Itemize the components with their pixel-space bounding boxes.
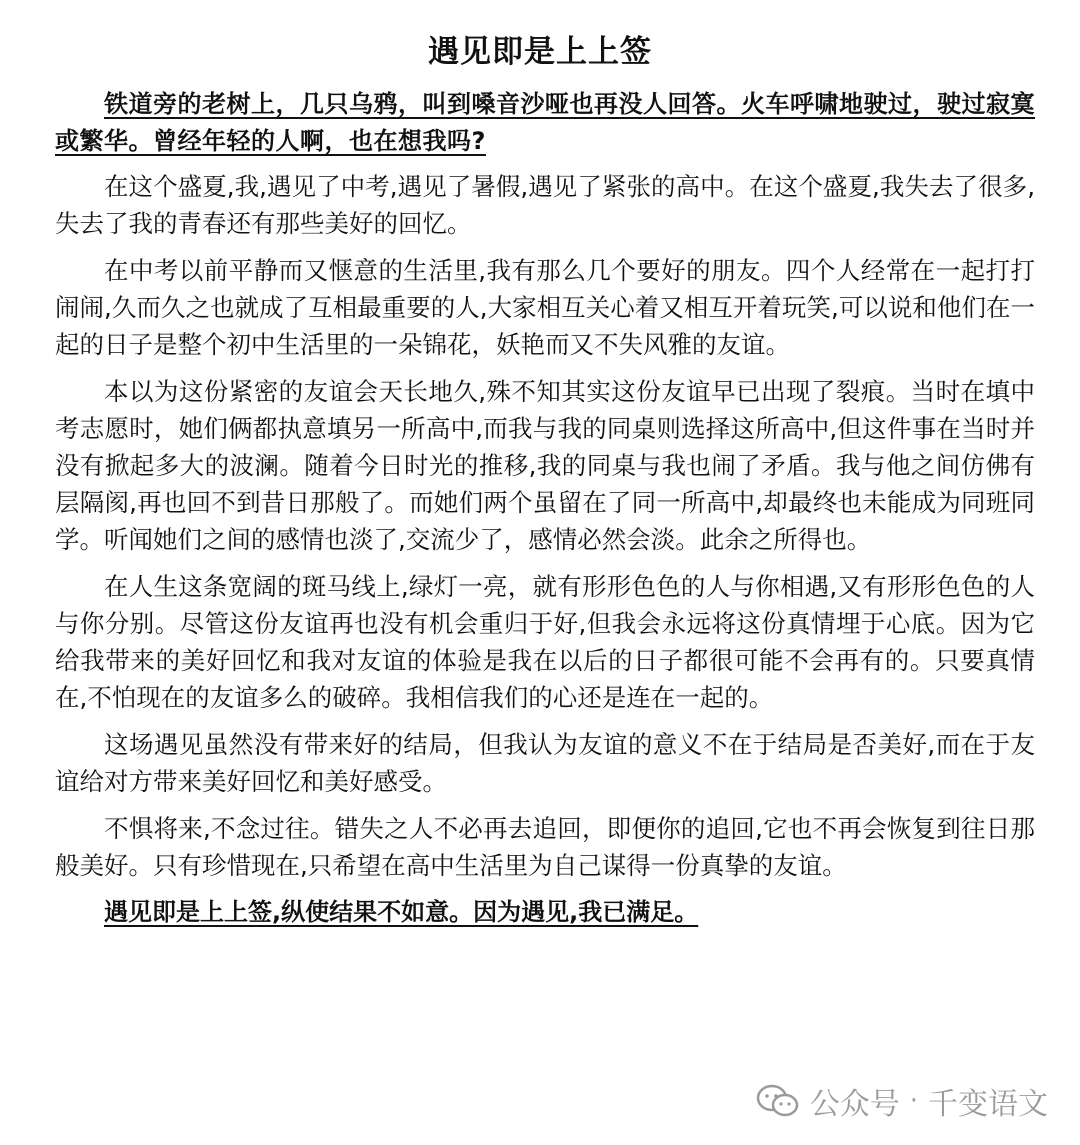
watermark — [756, 1079, 1048, 1123]
watermark-account: 千变语文 — [928, 1087, 1048, 1122]
paragraph: 本以为这份紧密的友谊会天长地久,殊不知其实这份友谊早已出现了裂痕。当时在填中考志愿时，她们俩都执意填另一所高中,而我与我的同桌则选择这所高中,但这件事在当时并没有掀起多大的波澜。随着今日时光的推移,我的同桌与我也闹了矛盾。我与他之间仿佛有层隔阂,再也回不到昔日那般了。而她们两个虽留在了同一所高中,却最终也未能成为同班同学。听闻她们之间的感情也淡了,交流少了，感情必然会淡。此余之所得也。 — [55, 377, 1035, 554]
paragraph: 这场遇见虽然没有带来好的结局，但我认为友谊的意义不在于结局是否美好,而在于友谊给对方带来美好回忆和美好感受。 — [55, 730, 1035, 796]
paragraph: 不惧将来,不念过往。错失之人不必再去追回，即便你的追回,它也不再会恢复到往日那般美好。只有珍惜现在,只希望在高中生活里为自己谋得一份真挚的友谊。 — [55, 814, 1035, 880]
paragraph: 在这个盛夏,我,遇见了中考,遇见了暑假,遇见了紧张的高中。在这个盛夏,我失去了很多,失去了我的青春还有那些美好的回忆。 — [55, 172, 1035, 238]
paragraph-closing: 遇见即是上上签,纵使结果不如意。因为遇见,我已满足。 — [104, 898, 699, 926]
essay-body — [55, 86, 1035, 931]
paragraph-lead: 铁道旁的老树上，几只乌鸦，叫到嗓音沙哑也再没人回答。火车呼啸地驶过，驶过寂寞或繁华。曾经年轻的人啊，也在想我吗? — [55, 90, 1035, 155]
wechat-official-account-icon — [756, 1083, 800, 1119]
paragraph: 在中考以前平静而又惬意的生活里,我有那么几个要好的朋友。四个人经常在一起打打闹闹,久而久之也就成了互相最重要的人,大家相互关心着又相互开着玩笑,可以说和他们在一起的日子是整个初中生活里的一朵锦花，妖艳而又不失风雅的友谊。 — [55, 256, 1035, 359]
paragraph: 在人生这条宽阔的斑马线上,绿灯一亮，就有形形色色的人与你相遇,又有形形色色的人与你分别。尽管这份友谊再也没有机会重归于好,但我会永远将这份真情埋于心底。因为它给我带来的美好回忆和我对友谊的体验是我在以后的日子都很可能不会再有的。只要真情在,不怕现在的友谊多么的破碎。我相信我们的心还是连在一起的。 — [55, 572, 1035, 712]
document-title: 遇见即是上上签 — [428, 34, 652, 70]
watermark-label: 公众号 — [809, 1087, 900, 1122]
watermark-separator: · — [909, 1086, 918, 1116]
